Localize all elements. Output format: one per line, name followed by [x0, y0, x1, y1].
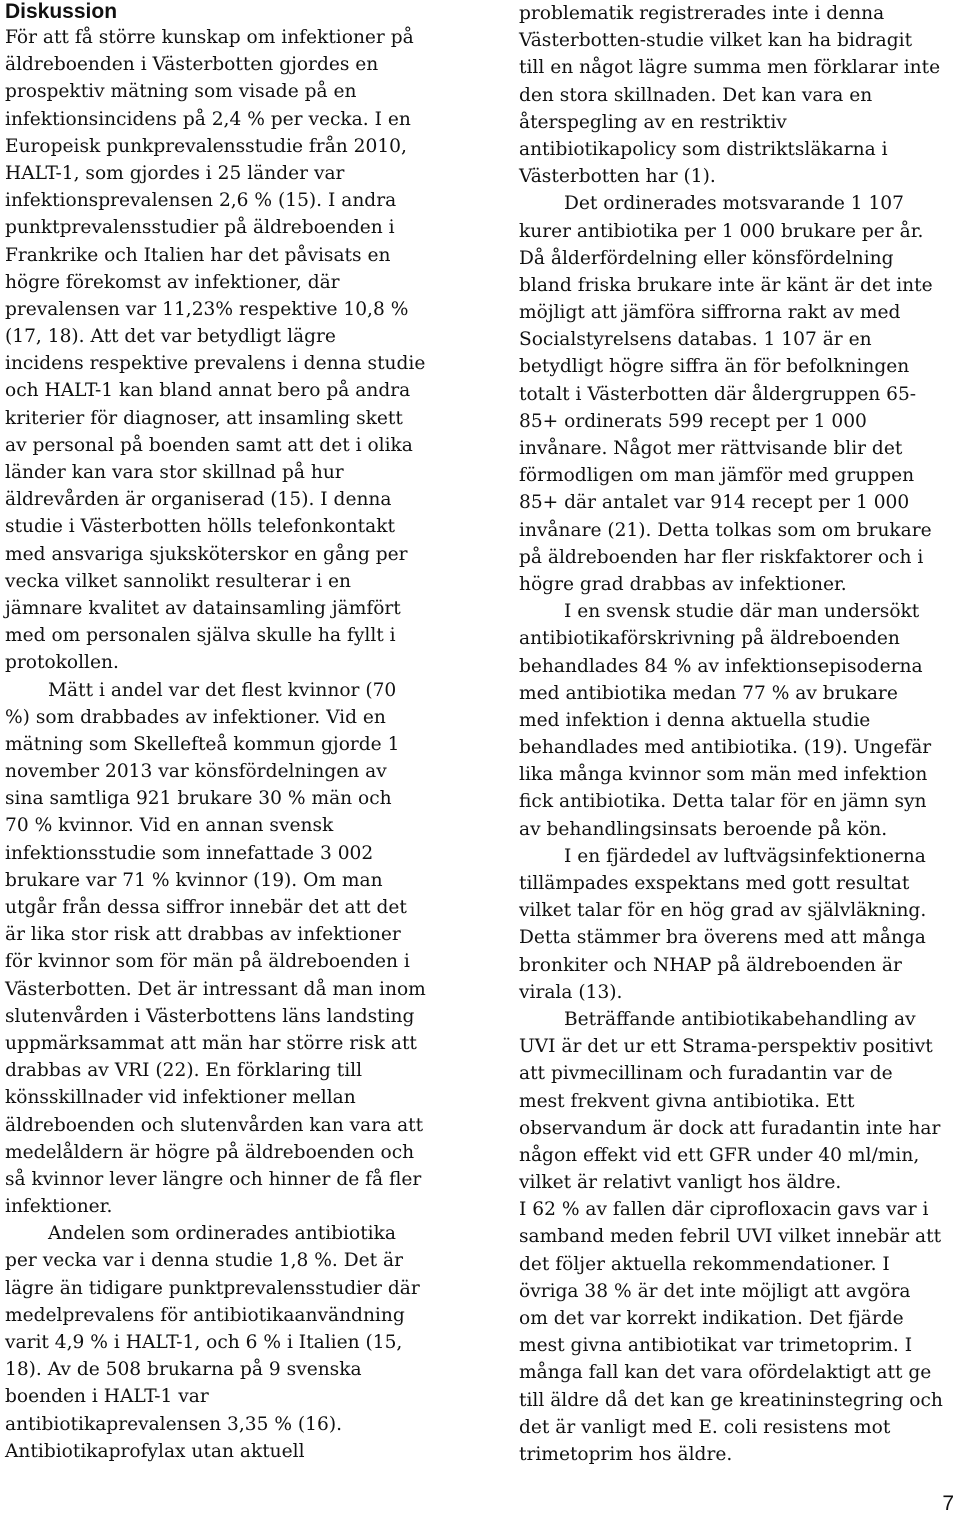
text-line: betydligt högre siffra än för befolkningen [519, 356, 910, 378]
text-line: vecka vilket sannolikt resulterar i en [5, 570, 351, 592]
text-line: lika många kvinnor som män med infektion [519, 764, 928, 786]
text-line: med antibiotika medan 77 % av brukare [519, 682, 898, 704]
text-line: %) som drabbades av infektioner. Vid en [5, 706, 386, 728]
text-line: mest givna antibiotikat var trimetoprim. I [519, 1335, 913, 1357]
text-line: antibiotikapolicy som distriktsläkarna i [519, 138, 888, 160]
text-line: Västerbotten-studie vilket kan ha bidragit [519, 30, 913, 52]
text-line: Det ordinerades motsvarande 1 107 [564, 193, 904, 215]
text-line: så kvinnor lever längre och hinner de få fler [5, 1168, 422, 1190]
text-line: Då ålderfördelning eller könsfördelning [519, 247, 894, 269]
text-line: incidens respektive prevalens i denna studie [5, 353, 426, 375]
text-line: många fall kan det vara ofördelaktigt att ge [519, 1362, 932, 1384]
page-number: 7 [942, 1492, 954, 1515]
text-line: infektionsprevalensen 2,6 % (15). I andra [5, 190, 397, 212]
text-line: För att få större kunskap om infektioner på [5, 27, 414, 48]
text-line: Detta stämmer bra överens med att många [519, 927, 926, 949]
text-line: problematik registrerades inte i denna [519, 3, 885, 24]
text-line: med ansvariga sjuksköterskor en gång per [5, 543, 408, 565]
text-line: infektioner. [5, 1196, 113, 1218]
text-line: Antibiotikaprofylax utan aktuell [5, 1440, 305, 1462]
right-column [519, 0, 960, 1468]
text-line: äldrevården är organiserad (15). I denna [5, 489, 392, 511]
text-line: lägre än tidigare punktprevalensstudier där [5, 1277, 420, 1299]
text-line: mätning som Skellefteå kommun gjorde 1 [5, 733, 400, 755]
left-column [5, 0, 435, 1465]
text-line: brukare var 71 % kvinnor (19). Om man [5, 869, 383, 891]
text-line: bland friska brukare inte är känt är det inte [519, 274, 933, 296]
text-line: medelprevalens för antibiotikaanvändning [5, 1304, 405, 1326]
right-text-block [519, 0, 960, 1468]
text-line: till en något lägre summa men förklarar inte [519, 57, 941, 79]
text-line: fick antibiotika. Detta talar för en jämn syn [519, 791, 927, 813]
text-line: totalt i Västerbotten där åldergruppen 65- [519, 383, 917, 405]
text-line: tillämpades exspektans med gott resultat [519, 873, 910, 894]
text-line: trimetoprim hos äldre. [519, 1443, 733, 1465]
text-line: uppmärksammat att män har större risk att [5, 1032, 417, 1054]
text-line: samband meden febril UVI vilket innebär att [519, 1226, 942, 1248]
text-line: 70 % kvinnor. Vid en annan svensk [5, 815, 334, 837]
text-line: på äldreboenden har fler riskfaktorer och i [519, 546, 924, 568]
text-line: Andelen som ordinerades antibiotika [48, 1223, 396, 1245]
text-line: utgår från dessa siffror innebär det att det [5, 897, 407, 918]
text-line: sina samtliga 921 brukare 30 % män och [5, 788, 392, 810]
text-line: återspegling av en restriktiv [519, 111, 787, 133]
text-line: behandlades 84 % av infektionsepisoderna [519, 655, 923, 677]
text-line: studie i Västerbotten hölls telefonkontakt [5, 516, 395, 538]
text-line: Västerbotten. Det är intressant då man inom [5, 978, 426, 1000]
text-line: kurer antibiotika per 1 000 brukare per år. [519, 220, 924, 242]
text-line: I en svensk studie där man undersökt [564, 601, 920, 623]
text-line: antibiotikaförskrivning på äldreboenden [519, 628, 900, 650]
text-line: medelåldern är högre på äldreboenden och [5, 1141, 415, 1163]
text-line: mest frekvent givna antibiotika. Ett [519, 1090, 855, 1112]
text-line: HALT-1, som gjordes i 25 länder var [5, 162, 345, 184]
text-line: om det var korrekt indikation. Det fjärde [519, 1308, 904, 1329]
text-line: 85+ där antalet var 914 recept per 1 000 [519, 492, 910, 514]
text-line: med om personalen själva skulle ha fyllt i [5, 625, 396, 647]
section-heading: Diskussion [5, 0, 118, 23]
text-line: drabbas av VRI (22). En förklaring till [5, 1060, 363, 1082]
text-line: infektionsincidens på 2,4 % per vecka. I en [5, 108, 411, 130]
text-line: den stora skillnaden. Det kan vara en [519, 84, 873, 106]
text-line: högre förekomst av infektioner, där [5, 271, 340, 293]
text-line: länder kan vara stor skillnad på hur [5, 462, 344, 483]
text-line: protokollen. [5, 652, 119, 674]
text-line: det är vanligt med E. coli resistens mot [519, 1416, 891, 1438]
text-line: med infektion i denna aktuella studie [519, 709, 871, 731]
text-line: prospektiv mätning som visade på en [5, 81, 357, 103]
text-line: 85+ ordinerats 599 recept per 1 000 [519, 410, 867, 432]
text-line: Beträffande antibiotikabehandling av [564, 1008, 916, 1030]
text-line: och HALT-1 kan bland annat bero på andra [5, 380, 411, 402]
text-line: Frankrike och Italien har det påvisats en [5, 244, 391, 266]
text-line: högre grad drabbas av infektioner. [519, 573, 847, 595]
text-line: I en fjärdedel av luftvägsinfektionerna [564, 845, 926, 867]
text-line: Socialstyrelsens databas. 1 107 är en [519, 329, 872, 351]
text-line: av personal på boenden samt att det i olika [5, 434, 413, 456]
text-line: kriterier för diagnoser, att insamling skett [5, 407, 403, 429]
text-line: observandum är dock att furadantin inte har [519, 1117, 941, 1139]
text-line: bronkiter och NHAP på äldreboenden är [519, 954, 902, 976]
text-line: Västerbotten har (1). [519, 166, 716, 188]
text-line: virala (13). [519, 981, 623, 1003]
text-line: (17, 18). Att det var betydligt lägre [5, 326, 336, 348]
text-line: förmodligen om man jämför med gruppen [519, 465, 915, 487]
text-line: det följer aktuella rekommendationer. I [519, 1253, 890, 1275]
text-line: Mätt i andel var det flest kvinnor (70 [48, 679, 397, 701]
text-line: invånare (21). Detta tolkas som om brukare [519, 519, 932, 541]
text-line: till äldre då det kan ge kreatininstegring och [519, 1389, 943, 1411]
text-line: jämnare kvalitet av datainsamling jämfört [5, 597, 401, 619]
text-line: äldreboenden i Västerbotten gjordes en [5, 54, 379, 76]
text-line: punktprevalensstudier på äldreboenden i [5, 217, 395, 239]
text-line: vilket talar för en hög grad av självläkning. [519, 900, 927, 922]
text-line: slutenvården i Västerbottens läns landsting [5, 1005, 415, 1027]
left-text-block [5, 24, 435, 1465]
text-line: I 62 % av fallen där ciprofloxacin gavs var i [519, 1199, 929, 1221]
text-line: UVI är det ur ett Strama-perspektiv positivt [519, 1036, 933, 1058]
text-line: Europeisk punkprevalensstudie från 2010, [5, 135, 407, 157]
text-line: för kvinnor som för män på äldreboenden i [5, 951, 410, 973]
text-line: är lika stor risk att drabbas av infektioner [5, 924, 401, 946]
text-line: av behandlingsinsats beroende på kön. [519, 818, 888, 840]
text-line: att pivmecillinam och furadantin var de [519, 1063, 893, 1085]
text-line: 18). Av de 508 brukarna på 9 svenska [5, 1359, 362, 1381]
text-line: infektionsstudie som innefattade 3 002 [5, 842, 374, 864]
text-line: övriga 38 % är det inte möjligt att avgöra [519, 1280, 911, 1302]
text-line: möjligt att jämföra siffrorna rakt av med [519, 302, 901, 324]
text-line: vilket är relativt vanligt hos äldre. [519, 1172, 842, 1194]
text-line: könsskillnader vid infektioner mellan [5, 1087, 356, 1109]
text-line: november 2013 var könsfördelningen av [5, 761, 387, 783]
text-line: prevalensen var 11,23% respektive 10,8 % [5, 298, 409, 320]
text-line: invånare. Något mer rättvisande blir det [519, 438, 903, 459]
text-line: någon effekt vid ett GFR under 40 ml/min, [519, 1144, 920, 1166]
text-line: per vecka var i denna studie 1,8 %. Det är [5, 1250, 403, 1272]
text-line: äldreboenden och slutenvården kan vara att [5, 1114, 424, 1136]
text-line: varit 4,9 % i HALT-1, och 6 % i Italien (15, [5, 1332, 403, 1353]
text-line: boenden i HALT-1 var [5, 1386, 209, 1408]
text-line: behandlades med antibiotika. (19). Ungefär [519, 737, 932, 759]
text-line: antibiotikaprevalensen 3,35 % (16). [5, 1413, 343, 1435]
